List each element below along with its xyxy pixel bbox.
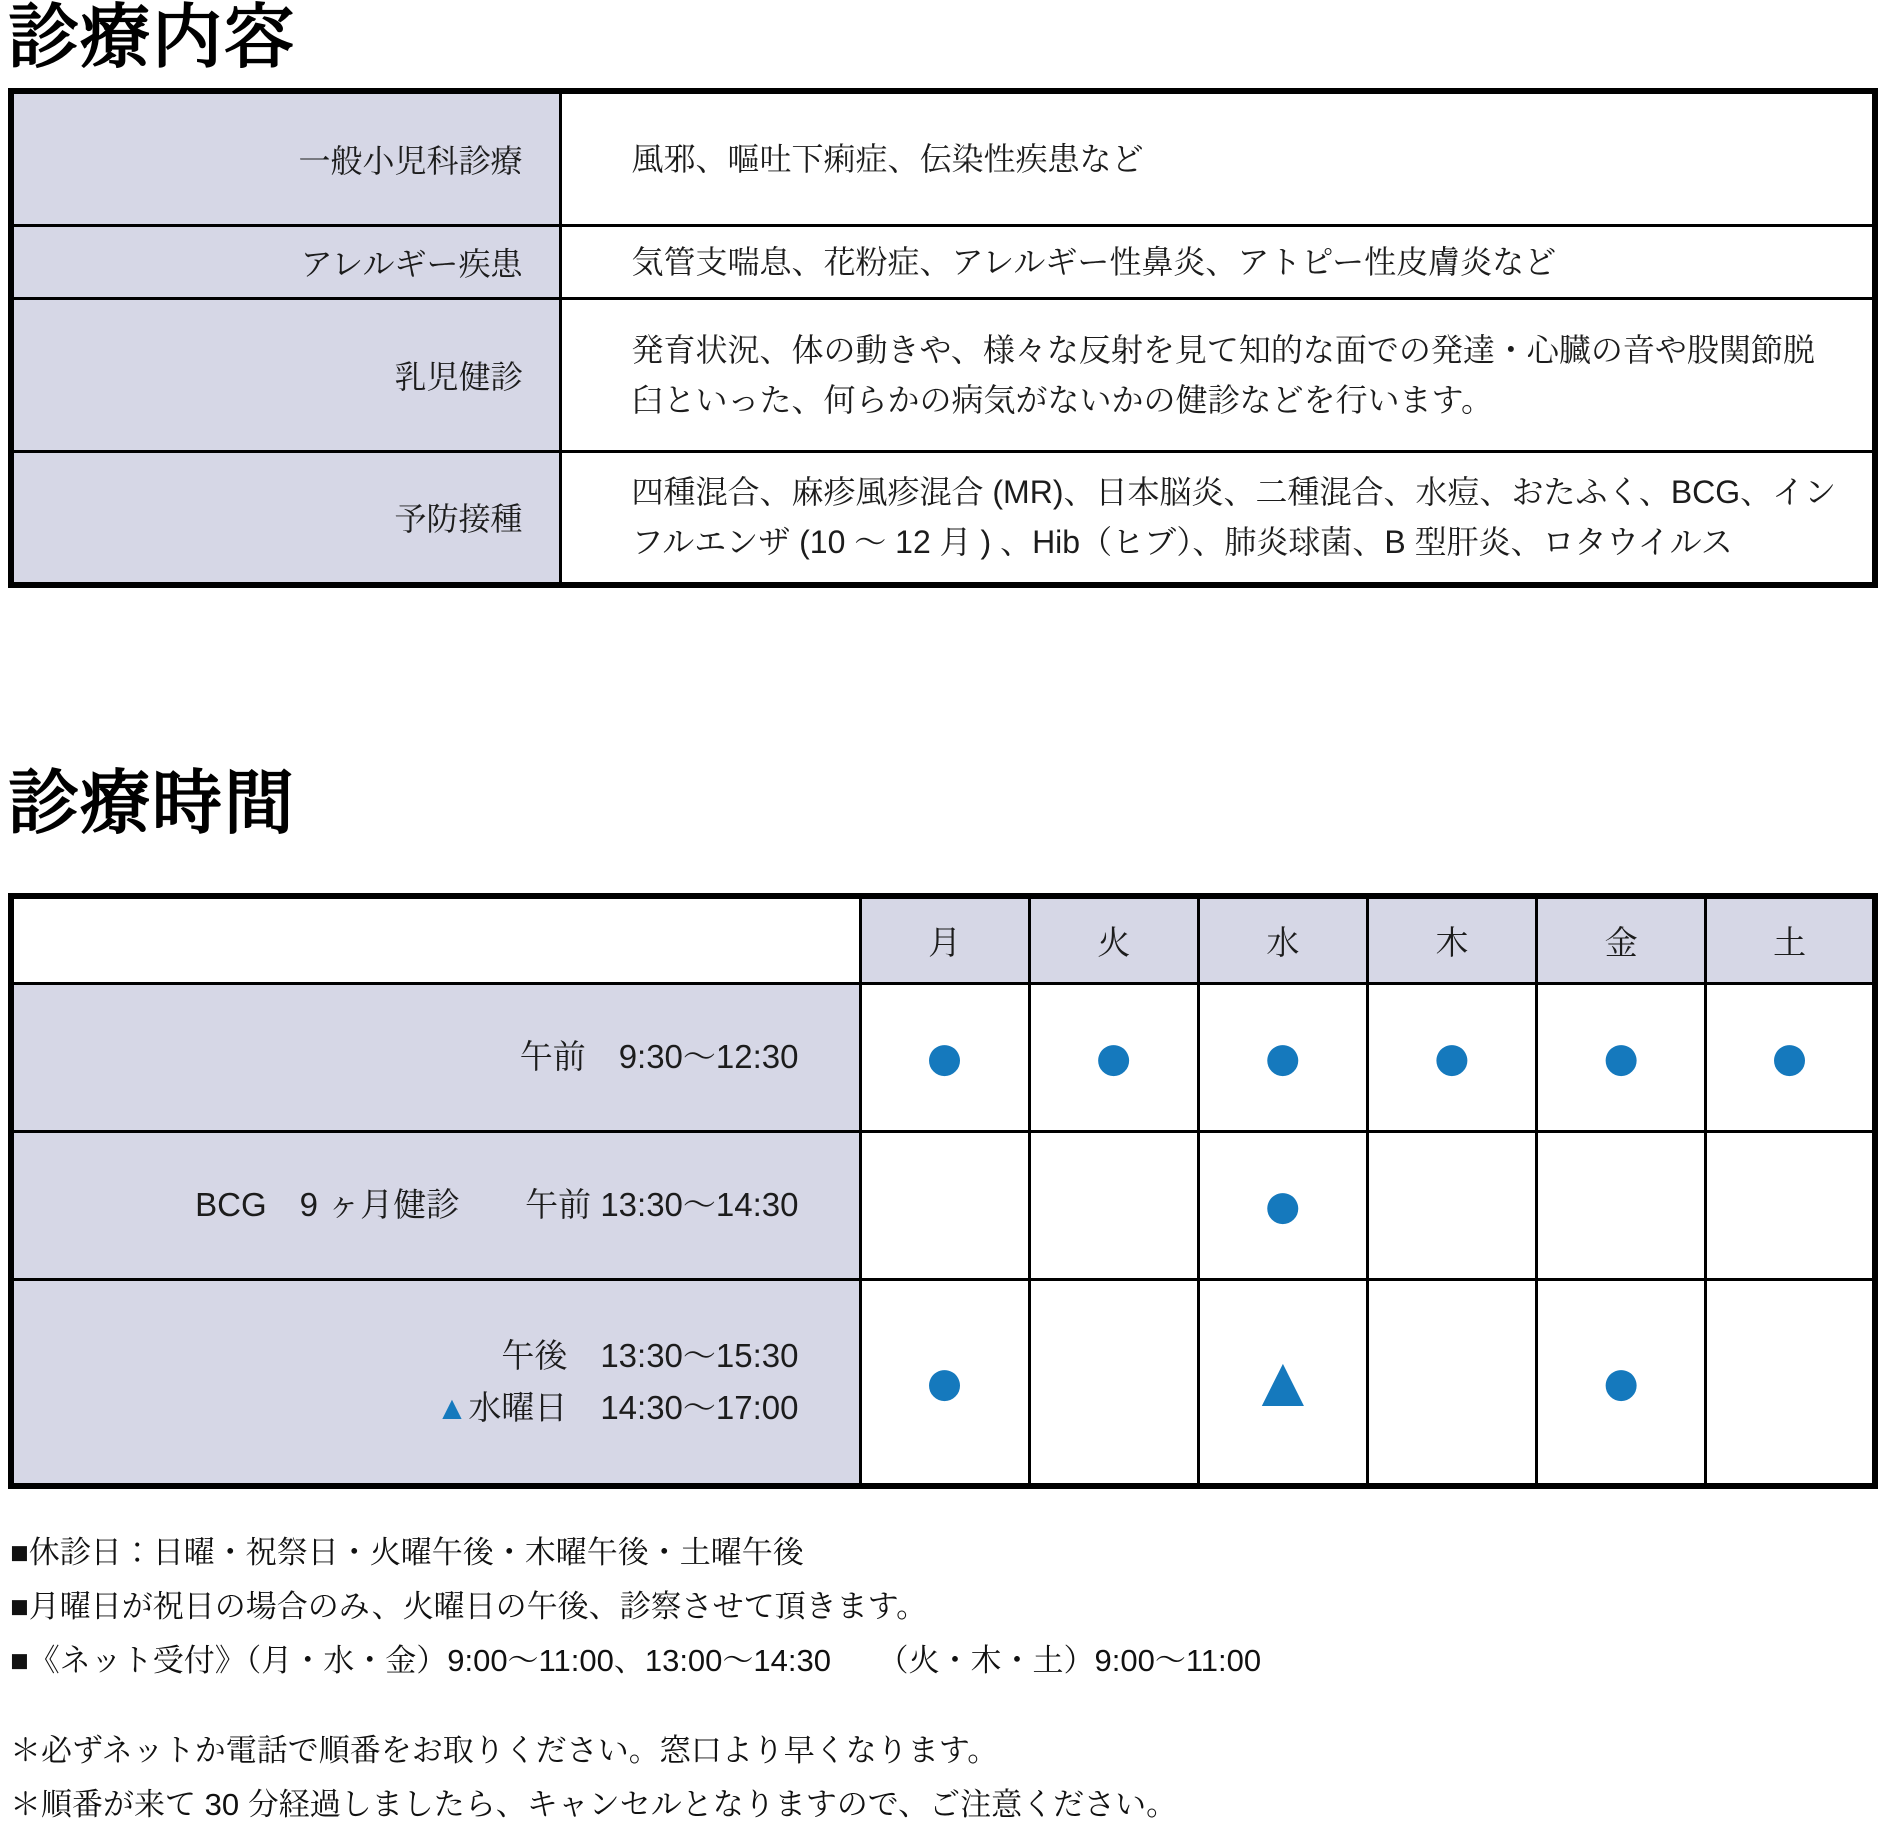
schedule-cell-bcg-thu — [1367, 1131, 1536, 1279]
schedule-cell-am-mon — [860, 983, 1029, 1131]
circle-mark-icon: ● — [1261, 1165, 1305, 1245]
schedule-table — [8, 893, 1878, 1489]
day-header-fri: 金 — [1537, 896, 1706, 983]
schedule-row-bcg — [11, 1131, 1875, 1279]
service-label: 予防接種 — [11, 451, 560, 585]
schedule-cell-am-wed — [1198, 983, 1367, 1131]
service-description: 発育状況、体の動きや、様々な反射を見て知的な面での発達・心臓の音や股関節脱臼といった、何らかの病気がないかの健診などを行います。 — [560, 298, 1875, 451]
note-net-reception: ■《ネット受付》（月・水・金）9:00〜11:00、13:00〜14:30 （火・木・土）9:00〜11:00 — [10, 1643, 1262, 1678]
service-row-vaccination — [11, 451, 1875, 585]
circle-mark-icon: ● — [1599, 1341, 1643, 1422]
circle-mark-icon: ● — [1599, 1017, 1643, 1097]
day-header-tue: 火 — [1029, 896, 1198, 983]
circle-mark-icon: ● — [1430, 1017, 1474, 1097]
schedule-row-afternoon — [11, 1279, 1875, 1486]
schedule-corner-cell — [11, 896, 860, 983]
schedule-cell-pm-sat — [1706, 1279, 1875, 1486]
wednesday-hours-line: ▲水曜日 14:30〜17:00 — [435, 1388, 799, 1426]
note-monday-holiday: ■月曜日が祝日の場合のみ、火曜日の午後、診察させて頂きます。 — [10, 1589, 928, 1624]
schedule-row-morning — [11, 983, 1875, 1131]
time-label-bcg: BCG 9 ヶ月健診 午前 13:30〜14:30 — [11, 1131, 860, 1279]
afternoon-hours-line: 午後 13:30〜15:30 — [501, 1336, 799, 1374]
schedule-cell-bcg-fri — [1537, 1131, 1706, 1279]
hours-section-title: 診療時間 — [8, 764, 296, 842]
circle-mark-icon: ● — [922, 1341, 967, 1422]
service-row-general — [11, 91, 1875, 225]
schedule-cell-pm-mon — [860, 1279, 1029, 1486]
footnote-reservation: ＊必ずネットか電話で順番をお取りください。窓口より早くなります。 — [10, 1733, 999, 1768]
day-header-mon: 月 — [860, 896, 1029, 983]
day-header-thu: 木 — [1367, 896, 1536, 983]
schedule-cell-bcg-wed — [1198, 1131, 1367, 1279]
circle-mark-icon: ● — [1091, 1017, 1136, 1097]
clinic-notes — [10, 1526, 1261, 1688]
clinic-footnotes — [10, 1724, 1177, 1832]
schedule-header-row — [11, 896, 1875, 983]
circle-mark-icon: ● — [1767, 1017, 1812, 1097]
service-description: 四種混合、麻疹風疹混合 (MR)、日本脳炎、二種混合、水痘、おたふく、BCG、インフルエンザ (10 〜 12 月 ) 、Hib（ヒブ）、肺炎球菌、B 型肝炎、ロタウイルス — [560, 451, 1875, 585]
schedule-cell-pm-thu — [1367, 1279, 1536, 1486]
service-label: 一般小児科診療 — [11, 91, 560, 225]
triangle-mark-icon: ▲ — [435, 1388, 469, 1426]
triangle-mark-icon: ▲ — [1247, 1341, 1319, 1422]
day-header-sat: 土 — [1706, 896, 1875, 983]
schedule-cell-bcg-sat — [1706, 1131, 1875, 1279]
schedule-cell-am-thu — [1367, 983, 1536, 1131]
schedule-cell-am-tue — [1029, 983, 1198, 1131]
services-table — [8, 88, 1878, 588]
schedule-cell-bcg-mon — [860, 1131, 1029, 1279]
schedule-cell-pm-fri — [1537, 1279, 1706, 1486]
day-header-wed: 水 — [1198, 896, 1367, 983]
service-row-allergy — [11, 225, 1875, 298]
note-closed-days: ■休診日：日曜・祝祭日・火曜午後・木曜午後・土曜午後 — [10, 1535, 804, 1570]
schedule-cell-pm-wed — [1198, 1279, 1367, 1486]
schedule-cell-am-sat — [1706, 983, 1875, 1131]
time-label-morning: 午前 9:30〜12:30 — [11, 983, 860, 1131]
schedule-cell-am-fri — [1537, 983, 1706, 1131]
service-row-infant-checkup — [11, 298, 1875, 451]
service-label: 乳児健診 — [11, 298, 560, 451]
schedule-cell-bcg-tue — [1029, 1131, 1198, 1279]
circle-mark-icon: ● — [1261, 1017, 1305, 1097]
services-section-title: 診療内容 — [8, 0, 296, 76]
service-label: アレルギー疾患 — [11, 225, 560, 298]
service-description: 風邪、嘔吐下痢症、伝染性疾患など — [560, 91, 1875, 225]
circle-mark-icon: ● — [922, 1017, 967, 1097]
schedule-cell-pm-tue — [1029, 1279, 1198, 1486]
time-label-afternoon — [11, 1279, 860, 1486]
footnote-cancellation: ＊順番が来て 30 分経過しましたら、キャンセルとなりますので、ご注意ください。 — [10, 1787, 1178, 1822]
service-description: 気管支喘息、花粉症、アレルギー性鼻炎、アトピー性皮膚炎など — [560, 225, 1875, 298]
